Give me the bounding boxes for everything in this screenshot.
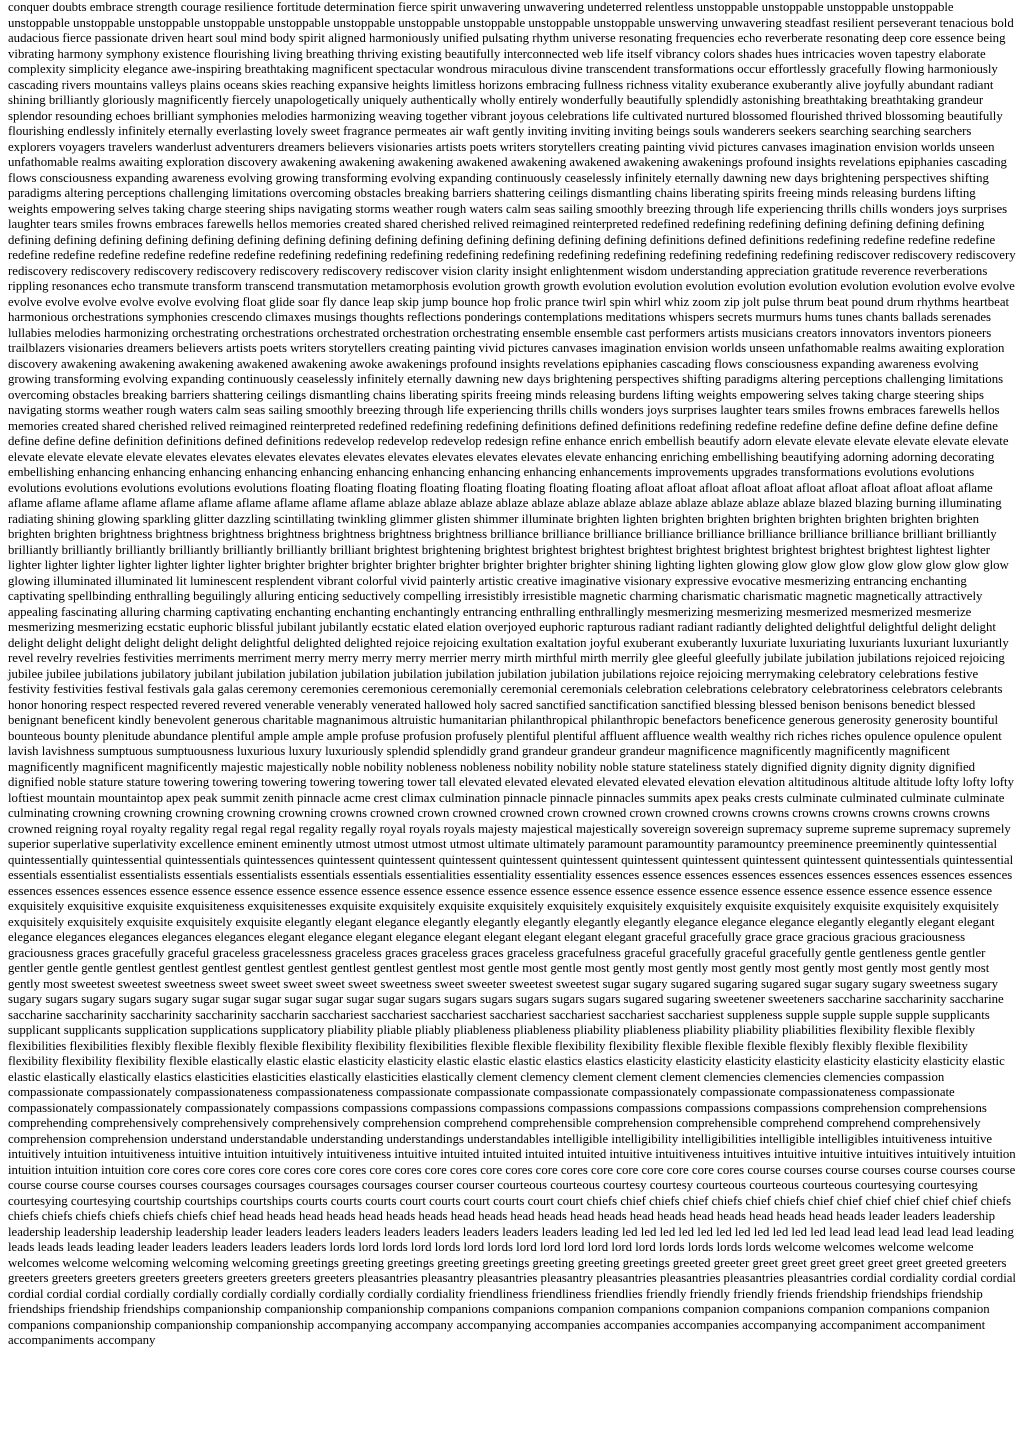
document-body-text: conquer doubts embrace strength courage resilience fortitude determination fierce spirit unwavering unwavering undeterred relentless unstoppable unstoppable unstoppable unstoppable unstoppable unstoppable unstoppable unstoppable unstoppable unstoppable unstoppable unstoppable unstoppable unstoppable unswerving unwavering steadfast resilient perseverant tenacious bold audacious fierce passionate driven heart soul mind body spirit aligned harmoniously unified pulsating rhythm universe resonating frequencies echo reverberate resonating deep core essence being vibrating harmony symphony existence flourishing living breathing thriving existing beautifully interconnected web life itself vibrancy colors shades hues intricacies woven tapestry elaborate complexity simplicity elegance awe-inspiring breathtaking magnificent spectacular wondrous miraculous divine transcendent transformations occur effortlessly gracefully flowing harmoniously cascading rivers mountains valleys plains oceans skies reaching expansive heights limitless horizons embracing fullness richness vitality exuberance exuberantly alive joyfully abundant radiant shining brilliantly gloriously magnificently fiercely unapologetically uniquely authentically wholly entirely wonderfully beautifully splendidly astonishing breathtaking breathtaking grandeur splendor resounding echoes brilliant symphonies melodies harmonizing weaving together vibrant joyous celebrations life cultivated nurtured blossomed flourished thrived blossoming beautifully flourishing endlessly infinitely eternally everlasting lovely sweet fragrance permeates air waft gently inviting inviting inviting beings souls wanderers seekers searching searching searchers explorers voyagers travelers wanderlust adventurers dreamers believers visionaries artists poets writers storytellers creating painting vivid pictures canvases imagination envision worlds unseen unfathomable realms awaiting exploration discovery awakening awakening awakening awakened awakening awakened awakening awakenings profound insights revelations epiphanies cascading flows consciousness expanding awareness evolving growing transforming evolving expanding continuously ceaselessly infinitely eternally dawning new days brightening perspectives shifting paradigms altering perceptions challenging limitations overcoming obstacles breaking barriers shattering ceilings dismantling chains liberating spirits freeing minds releasing burdens lifting weights empowering selves taking charge steering ships navigating storms weather rough waters calm seas sailing smoothly breezing through life experiencing thrills chills wonders joys surprises laughter tears smiles frowns embraces farewells hellos memories created shared cherished relived reimagined reinterpreted redefined redefining redefining defining defining defining defining defining defining defining defining defining defining defining defining defining defining defining defining defining defining definitions defined definitions redefining redefine redefine redefine redefine redefine redefine redefine redefine redefine redefining redefining redefining redefining redefining redefining redefining redefining redefining redefining rediscover rediscovery rediscovery rediscovery rediscovery rediscovery rediscovery rediscovery rediscovery rediscover vision clarity insight enlightenment wisdom understanding appreciation gratitude reverence reverberations rippling resonances echo transmute transform transcend transmutation metamorphosis evolution growth growth evolution evolution evolution evolution evolution evolution evolution evolve evolve evolve evolve evolve evolve evolve evolving float glide soar fly dance leap skip jump bounce hop frolic prance twirl spin whirl whiz zoom zip jolt pulse thrum beat pound drum rhythms heartbeat harmonious orchestrations symphonies crescendo climaxes musings thoughts reflections ponderings contemplations meditations whispers secrets murmurs hums tunes chants ballads serenades lullabies melodies harmonizing orchestrating orchestrations orchestrated orchestration orchestrating ensemble ensemble cast performers artists musicians creators innovators inventors pioneers trailblazers visionaries dreamers believers artists poets writers storytellers creating painting vivid pictures canvases imagination envision worlds unseen unfathomable realms awaiting exploration discovery awakening awakening awakening awakened awakening awoke awakenings profound insights revelations epiphanies cascading flows consciousness expanding awareness evolving growing transforming evolving expanding continuously ceaselessly infinitely eternally dawning new days brightening perspectives shifting paradigms altering perceptions challenging limitations overcoming obstacles breaking barriers shattering ceilings dismantling chains liberating spirits freeing minds releasing burdens lifting weights empowering selves taking charge steering ships navigating storms weather rough waters calm seas sailing smoothly breezing through life experiencing thrills chills wonders joys surprises laughter tears smiles frowns embraces farewells hellos memories created shared cherished relived reimagined reinterpreted redefined redefining redefining definitions defined definitions redefining redefine redefine define define define define define define define define definition definitions defined definitions redevelop redevelop redevelop redesign refine enhance enrich embellish beautify adorn elevate elevate elevate elevate elevate elevate elevate elevate elevate elevate elevates elevates elevates elevates elevates elevates elevates elevates elevates elevate enhancing enriching embellishing beautifying adorning adorning decorating embellishing enhancing enhancing enhancing enhancing enhancing enhancing enhancing enhancing enhancing enhancements improvements upgrades transformations evolutions evolutions evolutions evolutions evolutions evolutions evolutions floating floating floating floating floating floating floating floating afloat afloat afloat afloat afloat afloat afloat afloat afloat afloat aflame aflame aflame aflame aflame aflame aflame aflame aflame aflame aflame ablaze ablaze ablaze ablaze ablaze ablaze ablaze ablaze ablaze ablaze ablaze ablaze blazed blazing burning illuminating radiating shining glowing sparkling glitter dazzling scintillating twinkling glimmer glisten shimmer illuminate brighten lighten brighten brighten brighten brighten brighten brighten brighten brighten brighten brightness brightness brightness brightness brightness brightness brightness brilliance brilliance brilliance brilliance brilliance brilliance brilliance brilliance brilliant brilliantly brilliantly brilliantly brilliantly brilliantly brilliantly brilliantly brilliant brightest brightening brightest brightest brightest brightest brightest brightest brightest brightest brightest lightest lighter lighter lighter lighter lighter lighter lighter lighter brighter brighter brighter brighter brighter brighter brighter brighter shining lighting lighten glowing glow glow glow glow glow glow glow glow glowing illuminated illuminated lit luminescent resplendent vibrant colorful vivid painterly artistic creative imaginative visionary expressive evocative mesmerizing entrancing enchanting captivating spellbinding enthralling beguilingly alluring enticing seductively compelling irresistibly irresistible magnetic charming charismatic charismatic magnetic magnetically attractively appealing fascinating alluring charming captivating enchanting enchanting enchantingly entrancing enthralling enthrallingly mesmerizing mesmerizing mesmerized mesmerized mesmerize mesmerizing mesmerizing ecstatic euphoric blissful jubilant jubilantly ecstatic elated elation overjoyed euphoric rapturous radiant radiant radiantly delighted delightful delightful delight delight delight delight delight delight delight delight delightful delighted delighted rejoice rejoicing exultation exaltation joyful exuberant exuberantly luxuriate luxuriating luxuriants luxuriant luxuriantly revel revelry revelries festivities merriments merriment merry merry merry merry merrier merry mirth mirthful mirth merrily glee gleeful gleefully jubilate jubilation jubilations rejoiced rejoicing jubilee jubilee jubilations jubilatory jubilant jubilation jubilation jubilation jubilation jubilation jubilation jubilation jubilations rejoice rejoicing merrymaking celebratory celebrations festive festivity festivities festival festivals gala galas ceremony ceremonies ceremonious ceremonially ceremonial ceremonials celebration celebrations celebratory celebratoriness celebrators celebrants honor honoring respect respected revered revered venerable venerably venerated hallowed holy sacred sanctified sanctification sanctified blessing blessed benison benisons benedict blessed benignant beneficent kindly benevolent generous charitable magnanimous altruistic humanitarian philanthropical philanthropic benefactors beneficence generous generosity generosity bountiful bounteous bounty plenitude abundance plentiful ample ample ample profuse profusion profusely plentiful plentiful affluent affluence wealth wealthy rich riches riches opulence opulence opulent lavish lavishness sumptuous sumptuousness luxurious luxury luxuriously splendid splendidly grand grandeur grandeur grandeur magnificence magnificently magnificently magnificent magnificently magnificent magnificently majestic majestically noble nobility nobleness nobleness nobility nobility noble stature stateliness stately dignified dignity dignity dignity dignified dignified noble stature stature towering towering towering towering towering tower tall elevated elevated elevated elevated elevated elevation elevation altitudinous altitude altitude lofty lofty lofty loftiest mountain mountaintop apex peak summit zenith pinnacle acme crest climax culmination pinnacle pinnacle pinnacles summits apex peaks crests culminate culminated culminate culminate culminating crowning crowning crowning crowning crowning crowns crowned crown crowned crowned crown crowned crown crowned crowns crowns crowns crowns crowns crowns crowns crowned reigning royal royalty regality regal regal regal regality regally royal royals royals majesty majestical majestically sovereign sovereign supremacy supreme supreme supremacy supremely superior superlative superlativity excellence eminent eminently utmost utmost utmost utmost ultimate ultimately paramount paramountity paramountcy preeminence preeminently quintessential quintessentially quintessential quintessentials quintessences quintessent quintessent quintessent quintessent quintessent quintessent quintessent quintessent quintessent quintessentials quintessential essentials essentialist essentialists essentials essentialists essentials essentials essentialities essentiality essentiality essences essence essences essences essences essences essences essences essences essences essences essences essence essence essence essence essence essence essence essence essence essence essence essence essence essence essence essence essence essence essence essence exquisitely exquisitive exquisite exquisiteness exquisitenesses exquisite exquisitely exquisite exquisitely exquisitely exquisitely exquisitely exquisite exquisitely exquisite exquisitely exquisitely exquisitely exquisitely exquisite exquisitely exquisite elegantly elegant elegance elegantly elegantly elegantly elegantly elegantly elegance elegance elegance elegantly elegantly elegant elegant elegance elegances elegances elegances elegances elegant elegance elegant elegance elegant elegant elegant elegant elegant graceful gracefully grace grace gracious gracious graciousness graciousness graces gracefully graceful graceless gracelessness graceless graces graceless graces graceless gracefulness graceful gracefully graceful gracefully gentle gentleness gentle gentler gentler gentle gentle gentlest gentlest gentlest gentlest gentlest gentlest gentlest gentlest most gentle most gentle most gently most gently most gently most gently most gently most gently most gently most sweetest sweetest sweetness sweet sweet sweet sweet sweet sweetness sweet sweeter sweetest sweetest sugar sugary sugared sugaring sugared sugar sugary sugary sweetness sugary sugary sugars sugary sugars sugary sugar sugar sugar sugar sugar sugar sugar sugars sugars sugars sugars sugars sugars sugared sugaring sweetener sweeteners saccharine saccharinity saccharine saccharine saccharinity saccharinity saccharinity saccharin sacchariest sacchariest sacchariest sacchariest sacchariest sacchariest sacchariest suppleness supple supple supple supple supplicants supplicant supplicants supplication supplications supplicatory pliability pliable pliably pliableness pliableness pliability pliableness pliability pliability pliabilities flexibility flexible flexibly flexibilities flexibilities flexibly flexible flexibly flexible flexibility flexibility flexibilities flexible flexible flexibility flexibility flexible flexible flexible flexibly flexibly flexible flexibility flexibility flexibility flexibility flexible elastically elastic elastic elasticity elasticity elastic elastic elastic elastics elastics elasticity elasticity elasticity elasticity elasticity elasticity elasticity elastic elastic elastically elastically elastics elasticities elasticities elastically elasticities elastically clement clemency clement clement clement clemencies clemencies clemencies compassion compassionate compassionately compassionateness compassionateness compassionate compassionate compassionate compassionately compassionate compassionateness compassionate compassionately compassionately compassionately compassions compassions compassions compassions compassions compassions compassions compassions comprehension comprehensions comprehending comprehensively comprehensively comprehensively comprehension comprehend comprehensible comprehension comprehensible comprehend comprehend comprehensively comprehension comprehension understand understandable understanding understandings understandables intelligible intelligibility intelligibilities intelligible intelligibles intuitiveness intuitive intuitively intuition intuitiveness intuitive intuition intuitively intuitiveness intuitive intuited intuited intuited intuited intuitive intuitiveness intuitives intuitive intuitive intuitives intuitively intuition intuition intuition intuition core cores core cores core cores core cores core cores core cores core cores core cores core core core core core cores course courses course courses course courses course course course course courses courses coursages coursages coursages coursages courser courser courteous courteous courtesy courtesy courteous courteous courteous courtesying courtesying courtesying courtesying courtship courtships courtships courts courts courts court courts court courts court court chiefs chief chiefs chief chiefs chief chiefs chief chief chief chief chief chief chiefs chiefs chiefs chiefs chiefs chiefs chiefs chief head heads head heads head heads heads head heads head heads head heads head heads head heads head heads head heads leader leaders leadership leadership leadership leadership leadership leader leaders leaders leaders leaders leaders leaders leaders leaders leading led led led led led led led led led led led lead lead lead lead lead lead leading leads leads leads leading leader leaders leaders leaders leaders lords lord lords lord lords lord lords lord lord lord lord lord lord lords lords lords lords welcome welcomes welcome welcome welcomes welcome welcoming welcoming welcoming greetings greeting greetings greeting greetings greeting greeting greetings greeted greeter greet greet greet greet greet greet greeted greeters greeters greeters greeters greeters greeters greeters greeters greeters pleasantries pleasantry pleasantries pleasantry pleasantries pleasantries pleasantries pleasantries cordial cordiality cordial cordial cordial cordial cordial cordially cordially cordially cordially cordially cordially cordiality friendliness friendliness friendlies friendly friendly friendly friends friendship friendships friendship friendships friendship friendships companionship companionship companionship companions companions companion companions companion companions companion companions companion companions companionship companionship companionship accompanying accompany accompanying accompanies accompanies accompanies accompanying accompaniment accompaniment accompaniments accompany xyxy=(8,0,1016,1347)
